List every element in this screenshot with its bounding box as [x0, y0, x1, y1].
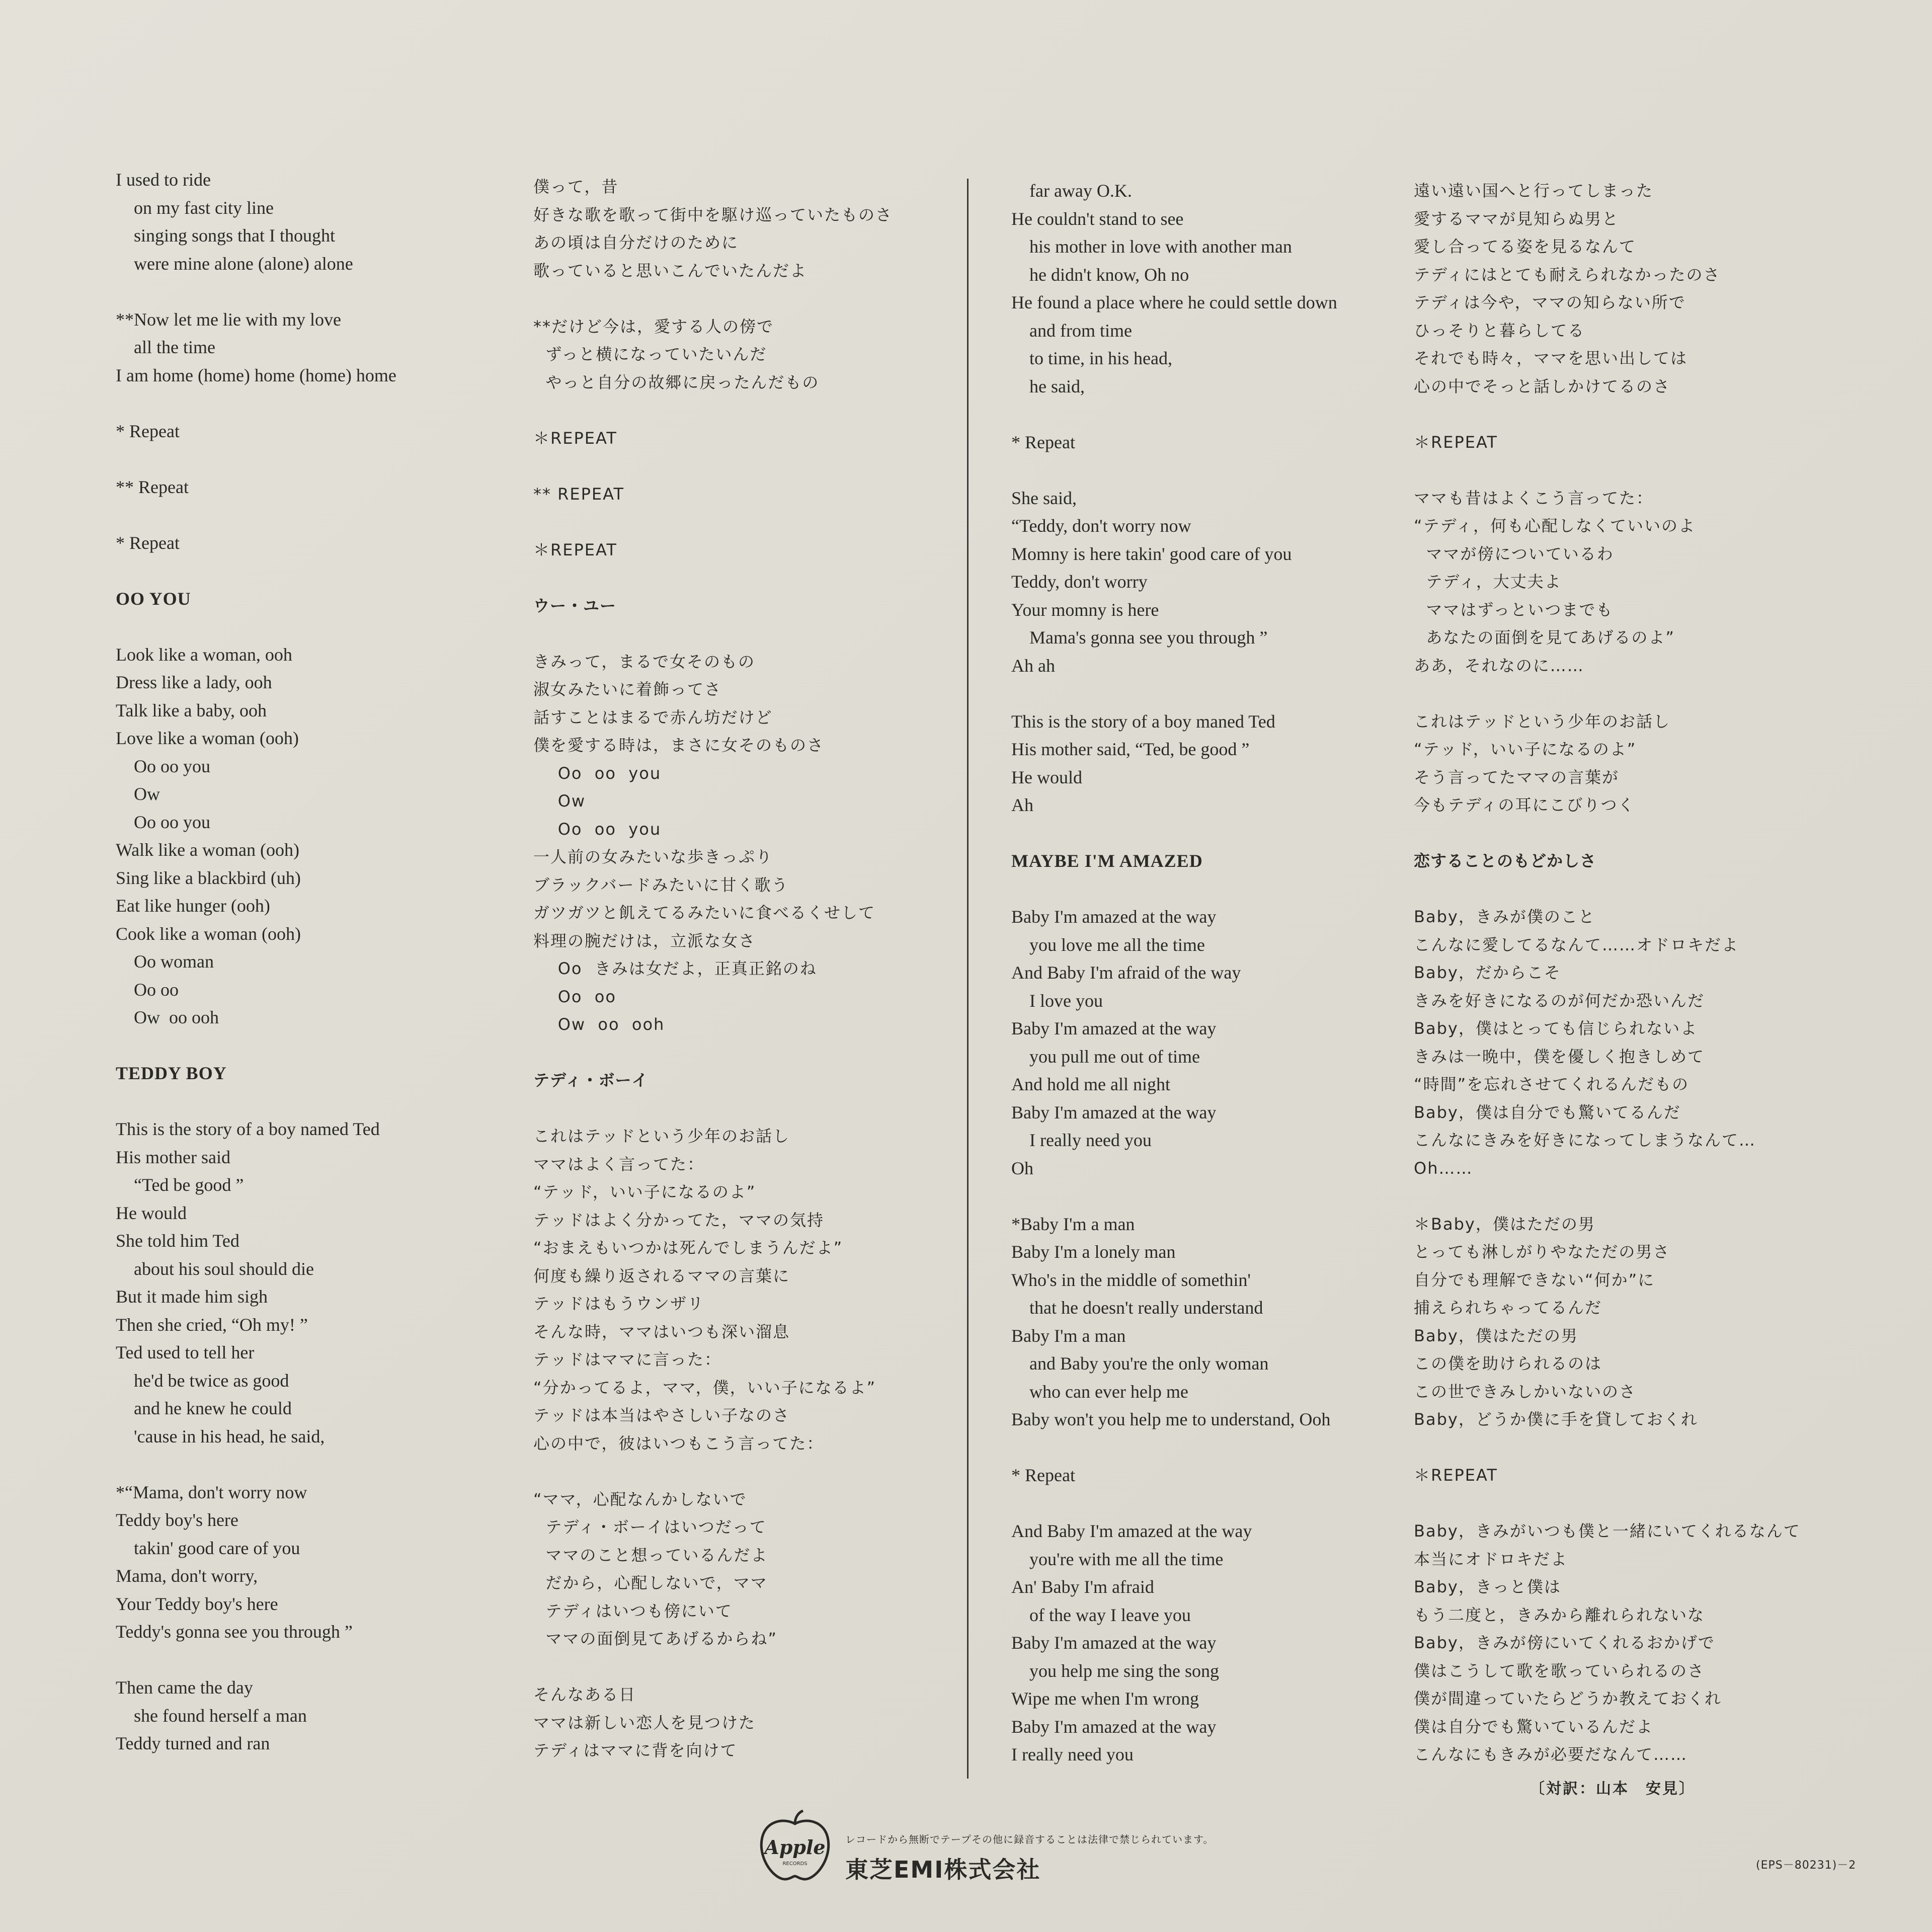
lyric-line: テッドは本当はやさしい子なのさ [533, 1406, 790, 1425]
lyric-line: Oo きみは女だよ，正真正銘のね [533, 959, 817, 978]
lyric-line: He would [1011, 767, 1082, 787]
logo-text: Apple [764, 1836, 826, 1859]
lyric-line: “テッド，いい子になるのよ” [1414, 740, 1637, 759]
lyric-line: Teddy's gonna see you through ” [116, 1622, 353, 1642]
lyric-line: Baby，どうか僕に手を貸しておくれ [1414, 1410, 1698, 1429]
lyric-line: Your momny is here [1011, 599, 1159, 620]
lyric-line: きみは一晩中，僕を優しく抱きしめて [1414, 1046, 1705, 1066]
lyric-line: Baby，きみがいつも僕と一緒にいてくれるなんて [1414, 1521, 1801, 1541]
lyric-line: ＊REPEAT [533, 540, 617, 559]
lyric-line: Oo oo [116, 979, 179, 1000]
lyric-line: 僕はこうして歌を歌っていられるのさ [1414, 1661, 1705, 1680]
lyric-line: Baby，きみが僕のこと [1414, 907, 1595, 926]
lyric-line: 捕えられちゃってるんだ [1414, 1298, 1602, 1317]
lyric-line: Mama's gonna see you through ” [1011, 627, 1268, 648]
lyric-line: Ah ah [1011, 655, 1055, 676]
lyric-line: and he knew he could [116, 1398, 292, 1418]
lyric-line: Baby I'm amazed at the way [1011, 1018, 1217, 1038]
lyric-line: こんなに愛してるなんて……オドロキだよ [1414, 935, 1739, 954]
lyric-line: 好きな歌を歌って街中を駆け巡っていたものさ [533, 205, 893, 224]
stanza-gap [1011, 456, 1337, 485]
stanza-gap [533, 1458, 893, 1486]
lyric-line: And Baby I'm afraid of the way [1011, 962, 1241, 983]
lyric-line: Teddy boy's here [116, 1510, 238, 1530]
lyric-line: His mother said [116, 1147, 230, 1167]
translator-credit: 〔対訳：山本 安見〕 [1530, 1780, 1696, 1798]
lyric-line: そんな時，ママはいつも深い溜息 [533, 1322, 790, 1341]
lyric-line: were mine alone (alone) alone [116, 253, 353, 274]
lyric-line: ママも昔はよくこう言ってた： [1414, 488, 1654, 508]
lyric-line: ガツガツと飢えてるみたいに食べるくせして [533, 903, 876, 922]
lyric-line: テディ・ボーイはいつだって [533, 1517, 767, 1537]
lyric-line: Oo oo you [533, 763, 662, 783]
lyric-line: 今もテディの耳にこびりつく [1414, 795, 1635, 815]
lyric-line: 僕って，昔 [533, 177, 619, 196]
lyric-line: だから，心配しないで，ママ [533, 1573, 768, 1592]
stanza-gap [1414, 1434, 1801, 1462]
lyric-line: he said, [1011, 376, 1085, 396]
lyric-line: ママは新しい恋人を見つけた [533, 1713, 756, 1732]
lyric-line: 淑女みたいに着飾ってさ [533, 680, 722, 699]
lyric-line: *“Mama, don't worry now [116, 1482, 307, 1502]
stanza-gap [533, 508, 893, 536]
lyric-line: all the time [116, 337, 215, 357]
lyric-line: far away O.K. [1011, 181, 1132, 201]
lyric-line: Ow [533, 791, 586, 811]
lyric-line: 本当にオドロキだよ [1414, 1549, 1568, 1569]
lyric-line: あなたの面倒を見てあげるのよ” [1414, 628, 1675, 647]
lyric-line: Baby I'm amazed at the way [1011, 1102, 1217, 1122]
lyric-line: ああ，それなのに…… [1414, 656, 1584, 675]
stanza-gap [116, 445, 396, 473]
lyric-line: Then she cried, “Oh my! ” [116, 1314, 308, 1335]
lyric-line: Teddy turned and ran [116, 1733, 270, 1753]
lyric-line: This is the story of a boy named Ted [116, 1119, 380, 1139]
lyric-line: 僕が間違っていたらどうか教えておくれ [1414, 1689, 1722, 1708]
stanza-gap [1011, 400, 1337, 429]
lyric-line: きみって，まるで女そのもの [533, 652, 756, 671]
logo-subtext: RECORDS [782, 1861, 808, 1867]
lyric-line: Baby，僕はとっても信じられないよ [1414, 1019, 1698, 1038]
lyric-line: Your Teddy boy's here [116, 1593, 278, 1614]
stanza-gap [1414, 1490, 1801, 1518]
lyric-line: ママはよく言ってた： [533, 1154, 705, 1174]
lyric-line: この世できみしかいないのさ [1414, 1382, 1637, 1401]
lyric-line: ＊Baby，僕はただの男 [1414, 1214, 1595, 1234]
stanza-gap [533, 564, 893, 592]
lyric-line: ママの面倒見てあげるからね” [533, 1629, 777, 1648]
lyric-line: テッドはよく分かってた，ママの気持 [533, 1210, 825, 1230]
lyric-line: それでも時々，ママを思い出しては [1414, 349, 1688, 368]
lyric-line: テディは今や，ママの知らない所で [1414, 293, 1686, 312]
lyric-line: She said, [1011, 488, 1077, 508]
lyric-line: And hold me all night [1011, 1074, 1170, 1094]
lyric-line: Ah [1011, 795, 1033, 815]
lyrics-column-english-2 [1011, 177, 1337, 1769]
lyric-line: She told him Ted [116, 1231, 239, 1251]
lyric-line: Baby，僕は自分でも驚いてるんだ [1414, 1102, 1681, 1122]
lyric-line: * Repeat [116, 421, 180, 441]
lyric-line: you pull me out of time [1011, 1046, 1200, 1067]
lyric-line: ＊REPEAT [1414, 432, 1498, 452]
lyric-line: of the way I leave you [1011, 1604, 1191, 1625]
lyric-line: *Baby I'm a man [1011, 1214, 1135, 1234]
lyric-line: “Ted be good ” [116, 1175, 244, 1195]
lyric-line: Baby I'm amazed at the way [1011, 1633, 1217, 1653]
lyric-line: who can ever help me [1011, 1381, 1188, 1402]
lyric-line: that he doesn't really understand [1011, 1298, 1263, 1318]
stanza-gap [533, 452, 893, 480]
lyric-line: Ow oo ooh [116, 1007, 219, 1027]
stanza-gap [1011, 1182, 1337, 1211]
lyric-line: Walk like a woman (ooh) [116, 840, 299, 860]
stanza-gap [1011, 680, 1337, 708]
song-title: ウー・ユー [533, 596, 617, 615]
lyric-line: But it made him sigh [116, 1286, 268, 1307]
song-title: OO YOU [116, 588, 191, 609]
lyric-line: ＊REPEAT [1414, 1466, 1498, 1485]
lyric-line: Who's in the middle of somethin' [1011, 1269, 1251, 1290]
lyric-line: 'cause in his head, he said, [116, 1426, 325, 1446]
stanza-gap [533, 1039, 893, 1067]
lyric-line: His mother said, “Ted, be good ” [1011, 739, 1250, 759]
lyric-line: He would [116, 1202, 187, 1223]
lyric-line: Oo oo you [533, 819, 662, 839]
lyric-line: ブラックバードみたいに甘く歌う [533, 875, 789, 895]
lyric-line: 一人前の女みたいな歩きっぷり [533, 847, 773, 866]
lyric-line: “テッド，いい子になるのよ” [533, 1182, 756, 1201]
song-title: 恋することのもどかしさ [1414, 851, 1597, 870]
lyric-line: An' Baby I'm afraid [1011, 1577, 1154, 1597]
lyric-line: 愛するママが見知らぬ男と [1414, 209, 1620, 228]
stanza-gap [533, 620, 893, 648]
stanza-gap [533, 1095, 893, 1123]
lyric-line: これはテッドという少年のお話し [533, 1126, 790, 1146]
lyric-line: ** REPEAT [533, 484, 625, 504]
stanza-gap [1414, 1182, 1801, 1211]
song-title: MAYBE I'M AMAZED [1011, 851, 1203, 871]
song-title: テディ・ボーイ [533, 1071, 649, 1090]
stanza-gap [116, 389, 396, 418]
lyric-line: こんなにきみを好きになってしまうなんて… [1414, 1131, 1756, 1150]
company-name: 東芝EMI株式会社 [845, 1856, 1041, 1883]
stanza-gap [533, 396, 893, 425]
lyric-line: Oh…… [1414, 1158, 1473, 1178]
lyric-line: I really need you [1011, 1744, 1134, 1764]
lyric-line: きみを好きになるのが何だか恐いんだ [1414, 991, 1705, 1010]
stanza-gap [1414, 456, 1801, 485]
lyric-line: テディはいつも傍にいて [533, 1601, 733, 1621]
stanza-gap [116, 557, 396, 585]
lyric-line: and Baby you're the only woman [1011, 1353, 1269, 1374]
lyric-line: Oo woman [116, 951, 214, 972]
stanza-gap [1011, 1434, 1337, 1462]
lyric-line: そんなある日 [533, 1685, 636, 1704]
lyric-line: とっても淋しがりやなただの男さ [1414, 1242, 1670, 1261]
stanza-gap [533, 1653, 893, 1681]
lyric-line: Oo oo you [116, 812, 210, 832]
lyric-line: 僕を愛する時は，まさに女そのものさ [533, 736, 825, 755]
lyric-line: “Teddy, don't worry now [1011, 516, 1191, 536]
lyric-line: 僕は自分でも驚いているんだよ [1414, 1717, 1654, 1736]
stanza-gap [116, 1646, 396, 1674]
lyric-line: そう言ってたママの言葉が [1414, 767, 1620, 787]
lyrics-column-japanese-2 [1414, 177, 1801, 1769]
lyric-line: Teddy, don't worry [1011, 572, 1148, 592]
lyric-line: you love me all the time [1011, 934, 1205, 955]
lyric-line: Cook like a woman (ooh) [116, 923, 301, 944]
lyric-line: He couldn't stand to see [1011, 208, 1184, 229]
lyric-line: **Now let me lie with my love [116, 309, 341, 330]
lyric-line: ずっと横になっていたいんだ [533, 345, 767, 364]
lyric-line: * Repeat [1011, 1465, 1075, 1485]
lyric-line: ＊REPEAT [533, 428, 617, 448]
lyric-line: “分かってるよ，ママ，僕，いい子になるよ” [533, 1378, 876, 1397]
lyric-line: I am home (home) home (home) home [116, 365, 396, 385]
lyric-line: “時間”を忘れさせてくれるんだもの [1414, 1075, 1689, 1094]
lyric-line: Baby I'm a lonely man [1011, 1242, 1176, 1262]
lyric-line: Sing like a blackbird (uh) [116, 867, 301, 888]
lyric-line: ** Repeat [116, 476, 189, 497]
lyric-line: 話すことはまるで赤ん坊だけど [533, 707, 773, 727]
lyric-line: his mother in love with another man [1011, 236, 1292, 257]
lyric-line: こんなにもきみが必要だなんて…… [1414, 1745, 1688, 1764]
lyric-line: Baby，きっと僕は [1414, 1577, 1561, 1596]
lyric-line: “テディ，何も心配しなくていいのよ [1414, 516, 1696, 535]
lyric-line: I really need you [1011, 1130, 1152, 1150]
lyric-line: * Repeat [116, 532, 180, 553]
lyric-line: この僕を助けられるのは [1414, 1354, 1602, 1373]
lyric-line: Oo oo you [116, 756, 210, 776]
lyric-line: Look like a woman, ooh [116, 644, 292, 665]
lyric-line: * Repeat [1011, 432, 1075, 452]
lyric-line: And Baby I'm amazed at the way [1011, 1521, 1252, 1541]
stanza-gap [1011, 1490, 1337, 1518]
catalog-number: (EPS－80231)－2 [1756, 1859, 1857, 1872]
lyric-line: Then came the day [116, 1677, 253, 1698]
lyric-line: ひっそりと暮らしてる [1414, 320, 1585, 340]
lyrics-column-japanese-1 [533, 173, 893, 1765]
lyric-line: 遠い遠い国へと行ってしまった [1414, 181, 1654, 200]
stanza-gap [1414, 400, 1801, 429]
lyric-line: 愛し合ってる姿を見るなんて [1414, 237, 1637, 256]
lyric-line: you help me sing the song [1011, 1660, 1219, 1681]
lyric-line: もう二度と，きみから離れられないな [1414, 1605, 1705, 1625]
lyric-line: ママが傍についているわ [1414, 544, 1614, 564]
apple-records-logo [755, 1809, 835, 1884]
song-title: TEDDY BOY [116, 1063, 227, 1083]
lyric-line: 料理の腕だけは，立派な女さ [533, 931, 756, 950]
lyric-line: Oh [1011, 1158, 1033, 1178]
lyric-line: Talk like a baby, ooh [116, 700, 267, 720]
lyric-line: テッドはママに言った： [533, 1350, 722, 1369]
lyric-line: Love like a woman (ooh) [116, 728, 299, 748]
lyric-line: Mama, don't worry, [116, 1566, 258, 1586]
lyric-line: I love you [1011, 990, 1103, 1011]
lyric-line: Baby I'm amazed at the way [1011, 907, 1217, 927]
lyric-line: to time, in his head, [1011, 348, 1172, 368]
lyric-line: takin' good care of you [116, 1538, 300, 1558]
lyric-line: she found herself a man [116, 1705, 307, 1726]
stanza-gap [533, 285, 893, 313]
lyric-line: “ママ，心配なんかしないで [533, 1489, 747, 1509]
lyric-line: This is the story of a boy maned Ted [1011, 711, 1275, 732]
lyric-line: Oo oo [533, 987, 616, 1006]
lyric-line: Baby，だからこそ [1414, 963, 1561, 982]
stanza-gap [1414, 820, 1801, 848]
lyric-line: Baby won't you help me to understand, Ooh [1011, 1409, 1331, 1429]
stanza-gap [1414, 875, 1801, 904]
lyrics-column-english-1 [116, 166, 396, 1758]
lyric-line: Baby I'm a man [1011, 1325, 1126, 1346]
lyric-line: 何度も繰り返されるママの言葉に [533, 1266, 790, 1285]
lyric-line: you're with me all the time [1011, 1549, 1224, 1569]
lyric-line: He found a place where he could settle down [1011, 292, 1337, 312]
stanza-gap [116, 613, 396, 641]
lyric-line: ママはずっといつまでも [1414, 600, 1614, 619]
stanza-gap [1011, 820, 1337, 848]
lyric-line: he didn't know, Oh no [1011, 264, 1189, 285]
lyric-line: I used to ride [116, 170, 211, 190]
lyric-line: Momny is here takin' good care of you [1011, 543, 1292, 564]
lyric-line: 自分でも理解できない“何か”に [1414, 1270, 1655, 1290]
lyric-line: あの頃は自分だけのために [533, 233, 739, 252]
lyric-line: 心の中で，彼はいつもこう言ってた： [533, 1433, 824, 1453]
lyric-line: on my fast city line [116, 197, 274, 218]
lyric-line: 歌っていると思いこんでいたんだよ [533, 261, 808, 280]
stanza-gap [1414, 680, 1801, 708]
stanza-gap [116, 501, 396, 529]
lyric-line: ママのこと想っているんだよ [533, 1545, 768, 1565]
column-divider [967, 179, 969, 1779]
lyric-line: テッドはもうウンザリ [533, 1294, 705, 1313]
copyright-notice: レコードから無断でテープその他に録音することは法律で禁じられています。 [845, 1833, 1214, 1845]
lyric-line: singing songs that I thought [116, 225, 336, 246]
lyric-line: and from time [1011, 320, 1132, 341]
lyric-line: Wipe me when I'm wrong [1011, 1688, 1199, 1709]
stanza-gap [116, 1088, 396, 1116]
lyric-line: he'd be twice as good [116, 1370, 289, 1391]
lyric-line: Ow oo ooh [533, 1015, 665, 1034]
lyric-line: 心の中でそっと話しかけてるのさ [1414, 376, 1671, 396]
lyric-line: Baby I'm amazed at the way [1011, 1716, 1217, 1737]
stanza-gap [116, 278, 396, 306]
stanza-gap [1011, 875, 1337, 904]
lyric-line: テディはママに背を向けて [533, 1741, 738, 1760]
lyric-line: “おまえもいつかは死んでしまうんだよ” [533, 1238, 843, 1257]
stanza-gap [116, 1032, 396, 1060]
lyric-line: テディ，大丈夫よ [1414, 572, 1562, 591]
lyric-line: about his soul should die [116, 1258, 314, 1279]
lyric-line: Baby，きみが傍にいてくれるおかげで [1414, 1633, 1715, 1652]
lyric-line: Ted used to tell her [116, 1342, 255, 1362]
lyric-line: Ow [116, 784, 160, 804]
lyric-line: **だけど今は，愛する人の傍で [533, 316, 774, 336]
lyric-line: Baby，僕はただの男 [1414, 1326, 1578, 1345]
lyric-line: やっと自分の故郷に戻ったんだもの [533, 372, 820, 392]
lyric-line: これはテッドという少年のお話し [1414, 711, 1671, 731]
stanza-gap [116, 1451, 396, 1479]
lyric-line: Dress like a lady, ooh [116, 672, 272, 692]
lyric-line: Eat like hunger (ooh) [116, 896, 270, 916]
lyric-line: テディにはとても耐えられなかったのさ [1414, 265, 1721, 284]
